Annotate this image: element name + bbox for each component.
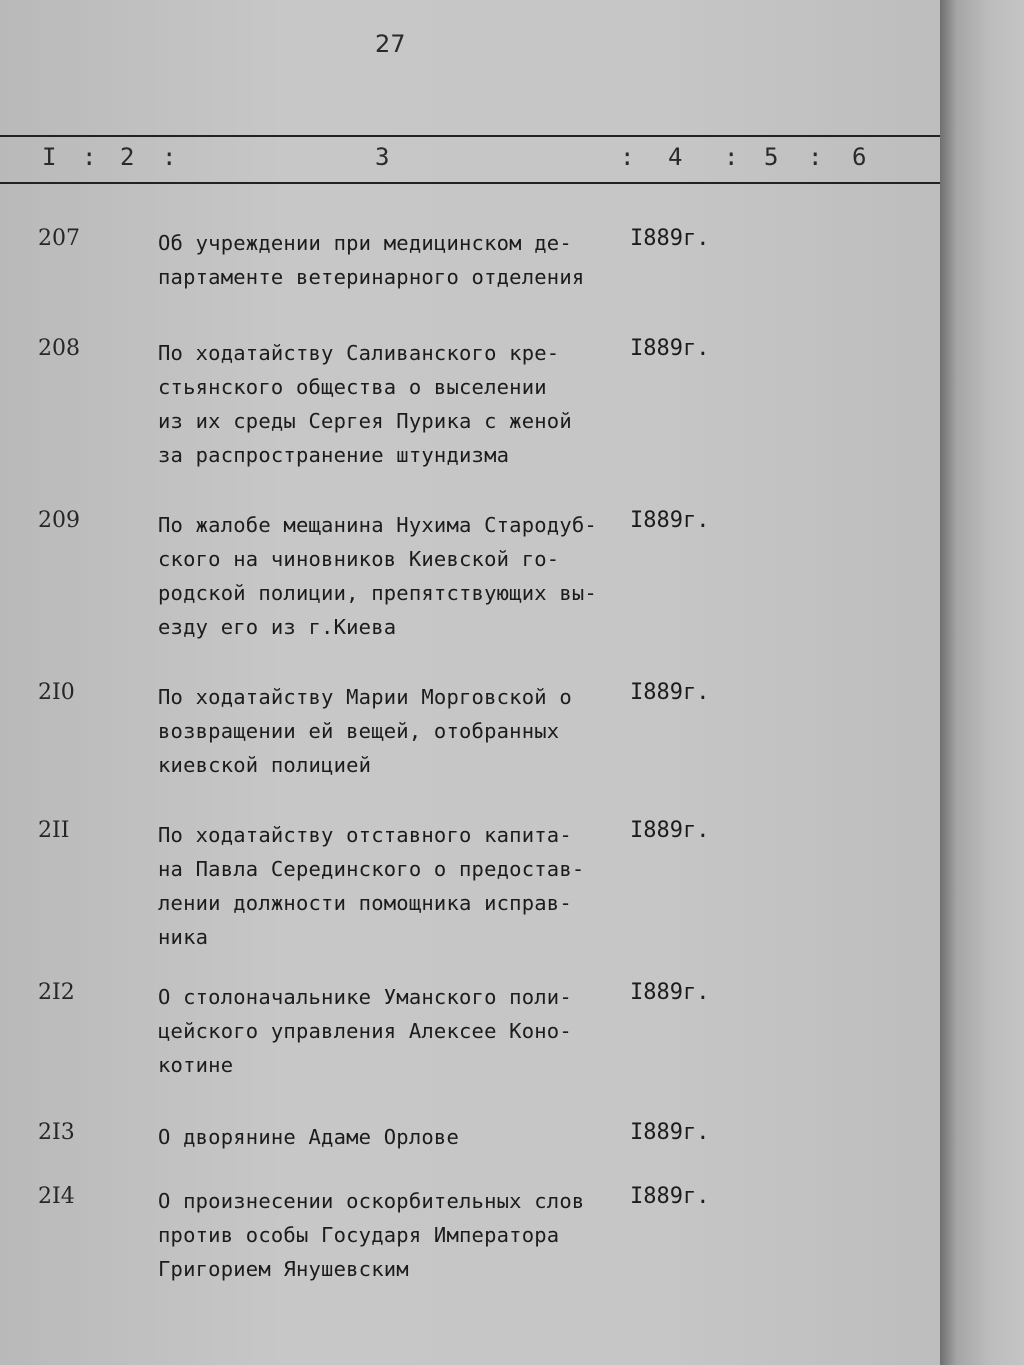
entry-number: 209 bbox=[38, 508, 80, 533]
column-header-1: I bbox=[42, 143, 57, 171]
entry-number: 2I0 bbox=[38, 680, 75, 705]
entry-title: По ходатайству отставного капита- на Павла Серединского о предостав- лении должности помощника исправ- ника bbox=[158, 823, 585, 949]
entry-year: I889г. bbox=[630, 680, 710, 705]
page-edge-shadow bbox=[940, 0, 1024, 1365]
entry-number: 2I3 bbox=[38, 1120, 75, 1145]
column-header-4: 4 bbox=[668, 143, 683, 171]
entry-year: I889г. bbox=[630, 818, 710, 843]
entry-title: О столоначальнике Уманского поли- цейского управления Алексее Коно- котине bbox=[158, 985, 572, 1077]
entry-number: 207 bbox=[38, 226, 80, 251]
entry-number: 2I2 bbox=[38, 980, 75, 1005]
column-header-6: 6 bbox=[852, 143, 867, 171]
column-separator: : bbox=[808, 143, 823, 171]
header-rule-bottom bbox=[0, 182, 940, 184]
entry-title: О произнесении оскорбительных слов против особы Государя Императора Григорием Янушевским bbox=[158, 1189, 585, 1281]
entry-year: I889г. bbox=[630, 226, 710, 251]
entry-year: I889г. bbox=[630, 1120, 710, 1145]
column-separator: : bbox=[724, 143, 739, 171]
entry-number: 2I4 bbox=[38, 1184, 75, 1209]
entry-year: I889г. bbox=[630, 980, 710, 1005]
column-header-3: 3 bbox=[375, 143, 390, 171]
page-number: 27 bbox=[375, 30, 406, 58]
column-separator: : bbox=[620, 143, 635, 171]
column-header-5: 5 bbox=[764, 143, 779, 171]
entry-number: 208 bbox=[38, 336, 80, 361]
entry-year: I889г. bbox=[630, 1184, 710, 1209]
entry-year: I889г. bbox=[630, 508, 710, 533]
column-separator: : bbox=[162, 143, 177, 171]
entry-title: По жалобе мещанина Нухима Стародуб- ского на чиновников Киевской го- родской полиции, препятствующих вы- езду его из г.Киева bbox=[158, 513, 597, 639]
entry-title: О дворянине Адаме Орлове bbox=[158, 1125, 460, 1149]
header-rule-top bbox=[0, 135, 940, 137]
entry-title: По ходатайству Саливанского кре- стьянского общества о выселении из их среды Сергея Пурика с женой за распространение штундизма bbox=[158, 341, 572, 467]
entry-number: 2II bbox=[38, 818, 70, 843]
column-header-2: 2 bbox=[120, 143, 135, 171]
entry-year: I889г. bbox=[630, 336, 710, 361]
entry-title: Об учреждении при медицинском де- партаменте ветеринарного отделения bbox=[158, 231, 585, 289]
entry-title: По ходатайству Марии Морговской о возвращении ей вещей, отобранных киевской полицией bbox=[158, 685, 572, 777]
column-separator: : bbox=[82, 143, 97, 171]
